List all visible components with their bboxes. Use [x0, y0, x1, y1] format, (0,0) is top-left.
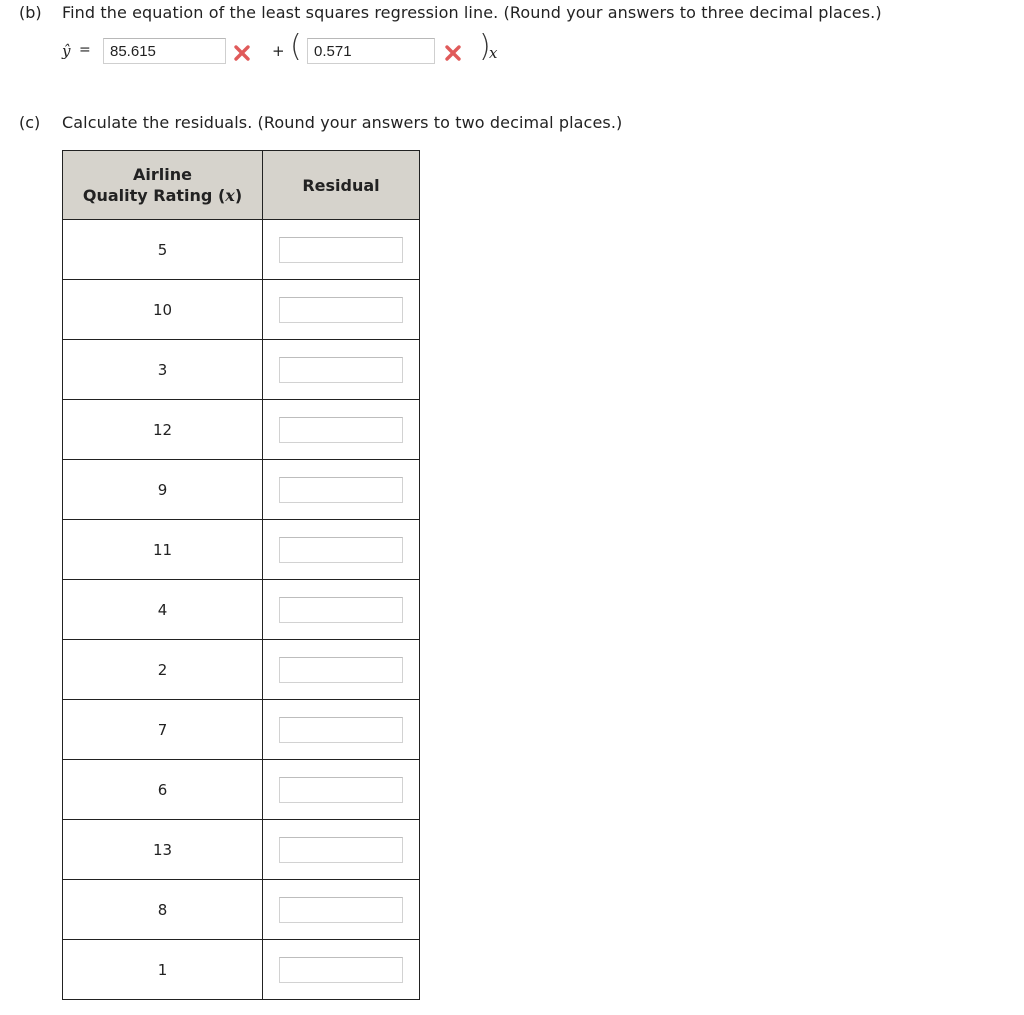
residual-cell: [263, 640, 420, 700]
slope-input[interactable]: [307, 38, 435, 64]
x-value-cell: 6: [63, 760, 263, 820]
equals-sign: =: [79, 42, 91, 58]
residual-cell: [263, 340, 420, 400]
table-row: [63, 340, 420, 400]
residual-input[interactable]: [279, 477, 403, 503]
x-value-cell: 10: [63, 280, 263, 340]
part-b-label: (b): [19, 3, 42, 22]
residual-input[interactable]: [279, 237, 403, 263]
table-row: [63, 940, 420, 1000]
residual-cell: [263, 880, 420, 940]
table-row: [63, 880, 420, 940]
header-x-line2: Quality Rating (: [82, 186, 226, 205]
intercept-input[interactable]: [103, 38, 226, 64]
table-row: [63, 640, 420, 700]
residual-cell: [263, 940, 420, 1000]
part-b-instruction: Find the equation of the least squares regression line. (Round your answers to three decimal places.): [62, 3, 882, 22]
table-row: [63, 400, 420, 460]
residual-cell: [263, 700, 420, 760]
residual-input[interactable]: [279, 597, 403, 623]
table-header-row: [63, 151, 420, 220]
x-value-cell: 5: [63, 220, 263, 280]
residual-cell: [263, 460, 420, 520]
header-residual: Residual: [263, 151, 420, 220]
table-row: [63, 280, 420, 340]
residual-input[interactable]: [279, 957, 403, 983]
residual-input[interactable]: [279, 657, 403, 683]
x-value-cell: 8: [63, 880, 263, 940]
x-value-cell: 11: [63, 520, 263, 580]
residual-cell: [263, 760, 420, 820]
header-quality-rating: [63, 151, 263, 220]
incorrect-x-icon: [443, 43, 463, 63]
table-row: [63, 760, 420, 820]
residual-cell: [263, 400, 420, 460]
residual-cell: [263, 280, 420, 340]
table-row: [63, 220, 420, 280]
residual-input[interactable]: [279, 357, 403, 383]
table-row: [63, 520, 420, 580]
yhat-symbol: ŷ: [62, 42, 71, 60]
table-row: [63, 460, 420, 520]
variable-x: x: [489, 44, 498, 62]
table-row: [63, 820, 420, 880]
x-value-cell: 4: [63, 580, 263, 640]
open-paren: (: [290, 29, 302, 64]
header-x-var: x: [225, 186, 235, 205]
table-row: [63, 700, 420, 760]
residual-input[interactable]: [279, 417, 403, 443]
residual-cell: [263, 220, 420, 280]
residual-input[interactable]: [279, 897, 403, 923]
residual-input[interactable]: [279, 537, 403, 563]
x-value-cell: 7: [63, 700, 263, 760]
table-row: [63, 580, 420, 640]
regression-equation: [62, 29, 562, 68]
x-value-cell: 1: [63, 940, 263, 1000]
residual-input[interactable]: [279, 717, 403, 743]
residual-input[interactable]: [279, 777, 403, 803]
residuals-table: [62, 150, 420, 1000]
residual-cell: [263, 820, 420, 880]
x-value-cell: 2: [63, 640, 263, 700]
part-c-label: (c): [19, 113, 41, 132]
x-value-cell: 3: [63, 340, 263, 400]
residuals-table-body: [63, 220, 420, 1000]
residual-cell: [263, 520, 420, 580]
plus-sign: +: [272, 42, 285, 60]
part-c-instruction: Calculate the residuals. (Round your answers to two decimal places.): [62, 113, 623, 132]
header-x-close: ): [234, 186, 243, 205]
x-value-cell: 9: [63, 460, 263, 520]
close-paren: ): [479, 29, 491, 64]
residual-input[interactable]: [279, 297, 403, 323]
x-value-cell: 12: [63, 400, 263, 460]
residual-cell: [263, 580, 420, 640]
x-value-cell: 13: [63, 820, 263, 880]
incorrect-x-icon: [232, 43, 252, 63]
residual-input[interactable]: [279, 837, 403, 863]
header-x-line1: Airline: [133, 165, 192, 184]
